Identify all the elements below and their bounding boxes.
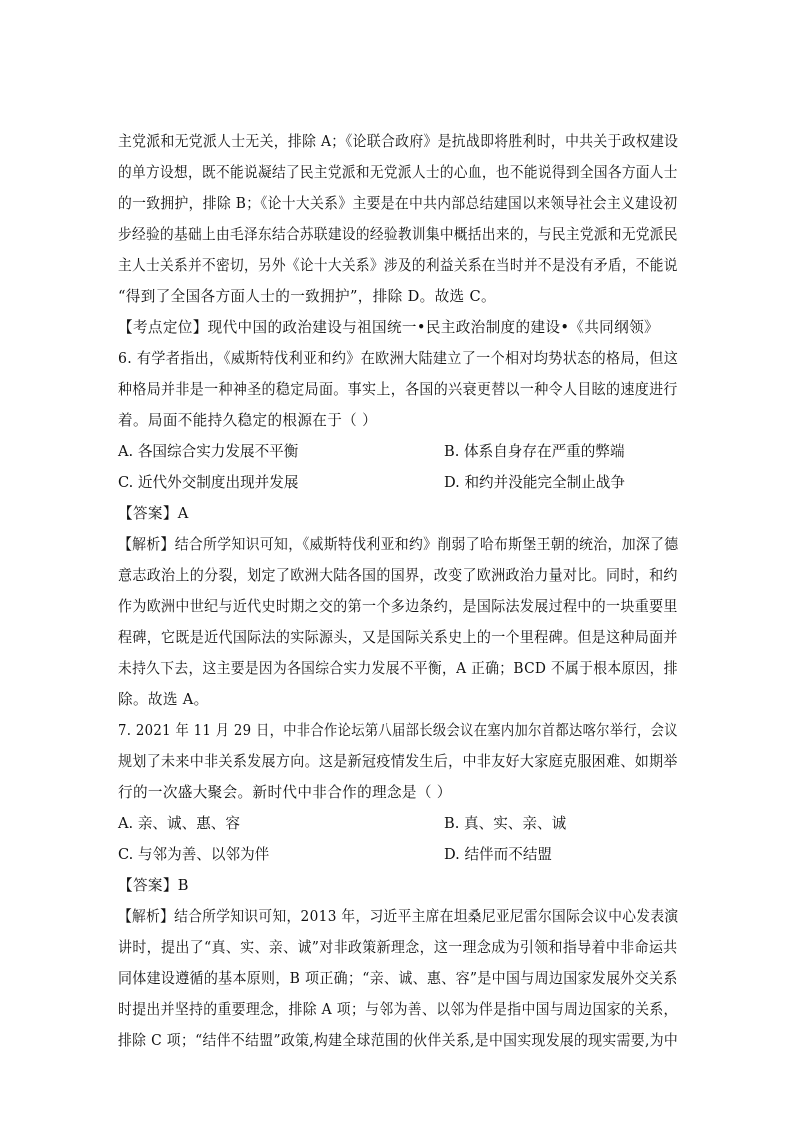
q6-option-b: B. 体系自身存在严重的弊端 bbox=[444, 443, 625, 460]
q7-analysis-line: 排除 C 项；“结伴不结盟”政策,构建全球范围的伙伴关系,是中国实现发展的现实需要,为中 bbox=[118, 1032, 679, 1049]
q6-analysis-line: 未持久下去，这主要是因为各国综合实力发展不平衡，A 正确；BCD 不属于根本原因，排 bbox=[118, 660, 678, 677]
q6-stem-line: 种格局并非是一种神圣的稳定局面。事实上，各国的兴衰更替以一种令人目眩的速度进行 bbox=[118, 381, 678, 398]
q6-analysis-line: 作为欧洲中世纪与近代史时期之交的第一个多边条约，是国际法发展过程中的一块重要里 bbox=[118, 598, 678, 615]
q7-option-a: A. 亲、诚、惠、容 bbox=[118, 815, 240, 832]
q6-analysis-line: 【解析】结合所学知识可知，《威斯特伐利亚和约》削弱了哈布斯堡王朝的统治，加深了德 bbox=[118, 536, 679, 553]
q7-analysis-line: 讲时，提出了“真、实、亲、诚”对非政策新理念，这一理念成为引领和指导着中非命运共 bbox=[118, 939, 678, 956]
q6-analysis-line: 意志政治上的分裂，划定了欧洲大陆各国的国界，改变了欧洲政治力量对比。同时，和约 bbox=[118, 567, 678, 584]
kaodian-line: 【考点定位】现代中国的政治建设与祖国统一•民主政治制度的建设•《共同纲领》 bbox=[118, 319, 659, 336]
text-line: “得到了全国各方面人士的一致拥护”，排除 D。故选 C。 bbox=[118, 288, 496, 305]
q6-stem-line: 着。局面不能持久稳定的根源在于（ ） bbox=[118, 412, 378, 429]
q6-analysis-line: 除。故选 A。 bbox=[118, 691, 209, 708]
q6-option-c: C. 近代外交制度出现并发展 bbox=[118, 474, 299, 491]
q7-answer: 【答案】B bbox=[118, 877, 189, 894]
q6-option-d: D. 和约并没能完全制止战争 bbox=[444, 474, 625, 491]
q7-option-b: B. 真、实、亲、诚 bbox=[444, 815, 567, 832]
text-line: 的单方设想，既不能说凝结了民主党派和无党派人士的心血，也不能说得到全国各方面人士 bbox=[118, 164, 678, 181]
q7-option-c: C. 与邻为善、以邻为伴 bbox=[118, 846, 270, 863]
text-line: 步经验的基础上由毛泽东结合苏联建设的经验教训集中概括出来的，与民主党派和无党派民 bbox=[118, 226, 678, 243]
q6-analysis-line: 程碑，它既是近代国际法的实际源头，又是国际关系史上的一个里程碑。但是这种局面并 bbox=[118, 629, 678, 646]
text-line: 主人士关系并不密切，另外《论十大关系》涉及的利益关系在当时并不是没有矛盾，不能说 bbox=[118, 257, 678, 274]
q7-stem-line: 7. 2021 年 11 月 29 日，中非合作论坛第八届部长级会议在塞内加尔首都达喀尔举行，会议 bbox=[118, 722, 678, 739]
q6-stem-line: 6. 有学者指出，《威斯特伐利亚和约》在欧洲大陆建立了一个相对均势状态的格局，但这 bbox=[118, 350, 679, 367]
q7-analysis-line: 同体建设遵循的基本原则，B 项正确；“亲、诚、惠、容”是中国与周边国家发展外交关系 bbox=[118, 970, 678, 987]
text-line: 的一致拥护，排除 B；《论十大关系》主要是在中共内部总结建国以来领导社会主义建设初 bbox=[118, 195, 678, 212]
q7-option-d: D. 结伴而不结盟 bbox=[444, 846, 553, 863]
q7-analysis-line: 时提出并坚持的重要理念，排除 A 项；与邻为善、以邻为伴是指中国与周边国家的关系， bbox=[118, 1001, 678, 1018]
q7-analysis-line: 【解析】结合所学知识可知，2013 年，习近平主席在坦桑尼亚尼雷尔国际会议中心发表演 bbox=[118, 908, 679, 925]
q6-option-a: A. 各国综合实力发展不平衡 bbox=[118, 443, 299, 460]
q7-stem-line: 规划了未来中非关系发展方向。这是新冠疫情发生后，中非友好大家庭克服困难、如期举 bbox=[118, 753, 678, 770]
q6-answer: 【答案】A bbox=[118, 505, 189, 522]
q7-stem-line: 行的一次盛大聚会。新时代中非合作的理念是（ ） bbox=[118, 784, 452, 801]
text-line: 主党派和无党派人士无关，排除 A；《论联合政府》是抗战即将胜利时，中共关于政权建设 bbox=[118, 133, 679, 150]
